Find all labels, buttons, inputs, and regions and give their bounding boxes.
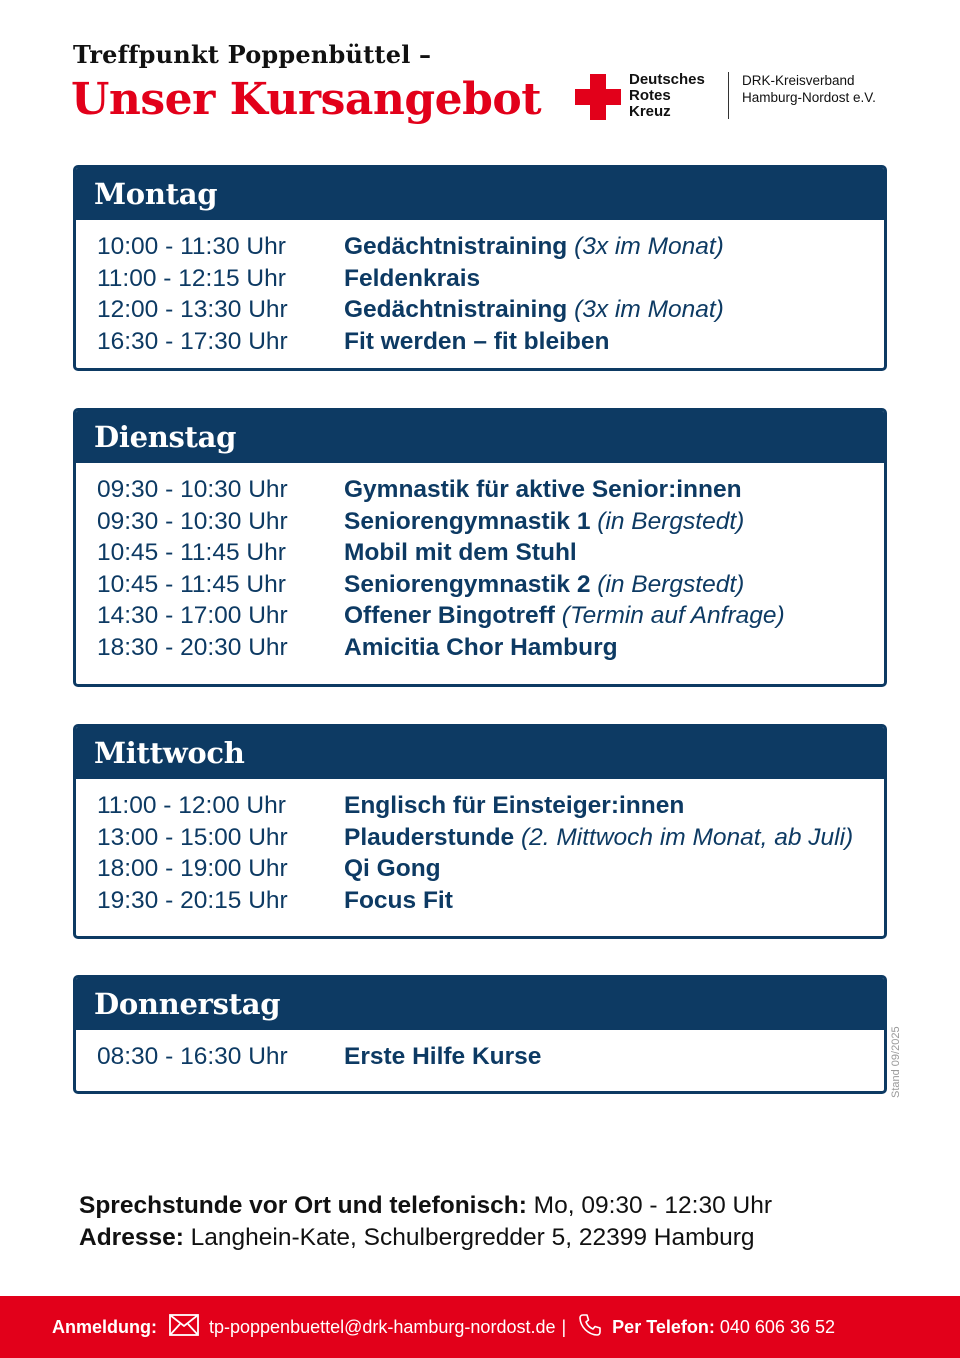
course-name: Qi Gong bbox=[344, 855, 441, 883]
course-info bbox=[344, 600, 785, 632]
drk-logo bbox=[575, 72, 895, 122]
course-time: 10:45 - 11:45 Uhr bbox=[97, 539, 286, 567]
header-pretitle: Treffpunkt Poppenbüttel – bbox=[73, 40, 432, 69]
day-heading: Dienstag bbox=[76, 411, 884, 463]
phone-icon bbox=[578, 1313, 602, 1342]
page-title: Unser Kursangebot bbox=[71, 74, 542, 125]
course-info bbox=[344, 294, 724, 326]
day-heading: Montag bbox=[76, 168, 884, 220]
course-time: 11:00 - 12:00 Uhr bbox=[97, 792, 286, 819]
course-name: Gymnastik für aktive Senior:innen bbox=[344, 476, 742, 503]
course-name: Englisch für Einsteiger:innen bbox=[344, 792, 685, 819]
logo-divider bbox=[728, 72, 729, 119]
day-card-2 bbox=[73, 724, 887, 939]
course-name: Mobil mit dem Stuhl bbox=[344, 539, 577, 567]
course-time: 13:00 - 15:00 Uhr bbox=[97, 823, 288, 851]
course-note: (2. Mittwoch im Monat, ab Juli) bbox=[521, 823, 854, 851]
course-note: (3x im Monat) bbox=[574, 233, 724, 260]
course-time: 18:30 - 20:30 Uhr bbox=[97, 633, 288, 661]
course-name: Seniorengymnastik 2 bbox=[344, 570, 591, 598]
course-info bbox=[344, 853, 441, 885]
course-name: Focus Fit bbox=[344, 886, 453, 914]
course-time: 19:30 - 20:15 Uhr bbox=[97, 886, 288, 914]
course-time: 16:30 - 17:30 Uhr bbox=[97, 327, 288, 355]
day-heading: Mittwoch bbox=[76, 727, 884, 779]
course-row bbox=[97, 853, 884, 885]
logo-org-name: Deutsches Rotes Kreuz bbox=[629, 71, 705, 120]
email-link[interactable]: tp-poppenbuettel@drk-hamburg-nordost.de bbox=[209, 1316, 556, 1337]
course-name: Gedächtnistraining bbox=[344, 233, 568, 260]
course-row bbox=[97, 885, 884, 917]
course-time: 08:30 - 16:30 Uhr bbox=[97, 1043, 288, 1070]
course-info bbox=[344, 1041, 541, 1073]
red-cross-icon bbox=[575, 74, 621, 120]
course-row bbox=[97, 263, 884, 295]
day-card-0 bbox=[73, 165, 887, 371]
footer-bar bbox=[0, 1296, 960, 1358]
course-row bbox=[97, 632, 884, 664]
course-row bbox=[97, 600, 884, 632]
address: Adresse: Langhein-Kate, Schulbergredder 5, 22399 Hamburg bbox=[79, 1224, 755, 1251]
course-row bbox=[97, 326, 884, 358]
course-info bbox=[344, 263, 480, 295]
signup-label: Anmeldung: bbox=[52, 1316, 157, 1337]
course-row bbox=[97, 822, 884, 854]
course-info bbox=[344, 506, 744, 538]
course-time: 11:00 - 12:15 Uhr bbox=[97, 264, 286, 292]
course-row bbox=[97, 231, 884, 263]
course-row bbox=[97, 790, 884, 822]
course-row bbox=[97, 537, 884, 569]
day-card-1 bbox=[73, 408, 887, 687]
course-note: (Termin auf Anfrage) bbox=[561, 602, 785, 630]
course-time: 12:00 - 13:30 Uhr bbox=[97, 296, 288, 324]
course-time: 18:00 - 19:00 Uhr bbox=[97, 855, 288, 883]
course-info bbox=[344, 231, 724, 263]
course-info bbox=[344, 822, 853, 854]
course-name: Erste Hilfe Kurse bbox=[344, 1043, 542, 1070]
contact-info bbox=[79, 1190, 772, 1254]
course-row bbox=[97, 569, 884, 601]
course-note: (3x im Monat) bbox=[574, 296, 724, 324]
course-info bbox=[344, 632, 618, 664]
course-row bbox=[97, 474, 884, 506]
envelope-icon bbox=[169, 1314, 199, 1341]
course-name: Plauderstunde bbox=[344, 823, 515, 851]
course-row bbox=[97, 506, 884, 538]
course-info bbox=[344, 569, 744, 601]
day-heading: Donnerstag bbox=[76, 978, 884, 1030]
course-note: (in Bergstedt) bbox=[597, 570, 745, 598]
course-info bbox=[344, 474, 742, 506]
course-time: 10:45 - 11:45 Uhr bbox=[97, 570, 286, 598]
course-info bbox=[344, 790, 684, 822]
logo-association: DRK-Kreisverband Hamburg-Nordost e.V. bbox=[742, 73, 876, 105]
course-name: Offener Bingotreff bbox=[344, 602, 555, 630]
course-time: 14:30 - 17:00 Uhr bbox=[97, 602, 288, 630]
course-name: Seniorengymnastik 1 bbox=[344, 507, 591, 535]
course-time: 09:30 - 10:30 Uhr bbox=[97, 507, 288, 535]
course-name: Fit werden – fit bleiben bbox=[344, 327, 610, 355]
course-row bbox=[97, 1041, 884, 1073]
office-hours: Sprechstunde vor Ort und telefonisch: Mo, 09:30 - 12:30 Uhr bbox=[79, 1192, 772, 1219]
footer-separator: | bbox=[561, 1316, 567, 1337]
stand-date: Stand 09/2025 bbox=[890, 1026, 902, 1098]
course-info bbox=[344, 885, 453, 917]
course-info bbox=[344, 537, 577, 569]
course-name: Gedächtnistraining bbox=[344, 296, 568, 324]
course-time: 10:00 - 11:30 Uhr bbox=[97, 233, 286, 260]
course-info bbox=[344, 326, 609, 358]
course-time: 09:30 - 10:30 Uhr bbox=[97, 476, 288, 503]
course-name: Feldenkrais bbox=[344, 264, 481, 292]
course-row bbox=[97, 294, 884, 326]
phone-label: Per Telefon: bbox=[612, 1316, 715, 1337]
course-name: Amicitia Chor Hamburg bbox=[344, 633, 618, 661]
day-card-3 bbox=[73, 975, 887, 1094]
phone-number[interactable]: 040 606 36 52 bbox=[719, 1316, 835, 1337]
course-note: (in Bergstedt) bbox=[597, 507, 745, 535]
